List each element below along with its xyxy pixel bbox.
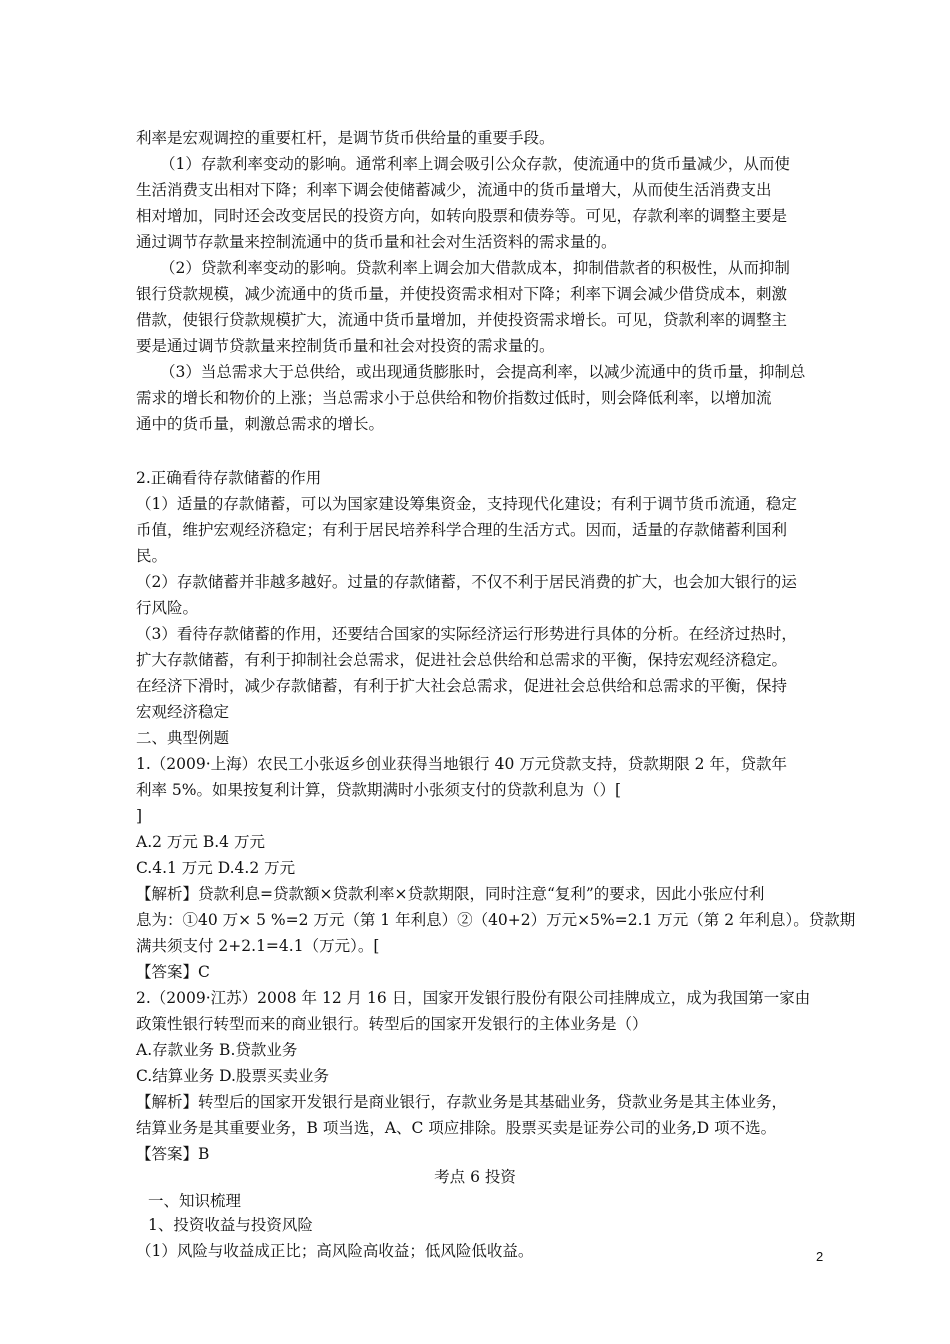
text-line: 币值，维护宏观经济稳定；有利于居民培养科学合理的生活方式。因而，适量的存款储蓄利国利 xyxy=(136,521,788,539)
question-text: 政策性银行转型而来的商业银行。转型后的国家开发银行的主体业务是（） xyxy=(136,1015,648,1033)
question-text: 1.（2009·上海）农民工小张返乡创业获得当地银行 40 万元贷款支持，贷款期限 2 年，贷款年 xyxy=(136,755,787,773)
text-line: 利率是宏观调控的重要杠杆，是调节货币供给量的重要手段。 xyxy=(136,129,555,147)
question-text: 利率 5%。如果按复利计算，贷款期满时小张须支付的贷款利息为（）[ xyxy=(136,781,622,799)
text-line: 生活消费支出相对下降；利率下调会使储蓄减少，流通中的货币量增大，从而使生活消费支出 xyxy=(136,181,772,199)
section-heading: 二、典型例题 xyxy=(136,729,230,747)
text-line: （1）存款利率变动的影响。通常利率上调会吸引公众存款，使流通中的货币量减少，从而使 xyxy=(160,155,790,173)
answer-text: 【答案】B xyxy=(136,1145,210,1163)
text-line: 借款，使银行贷款规模扩大，流通中货币量增加，并使投资需求增长。可见，贷款利率的调整主 xyxy=(136,311,788,329)
text-line: 要是通过调节贷款量来控制货币量和社会对投资的需求量的。 xyxy=(136,337,555,355)
analysis-text: 【解析】转型后的国家开发银行是商业银行，存款业务是其基础业务，贷款业务是其主体业务， xyxy=(136,1093,788,1111)
answer-options: A.存款业务 B.贷款业务 xyxy=(136,1041,298,1059)
text-line: （3）看待存款储蓄的作用，还要结合国家的实际经济运行形势进行具体的分析。在经济过热时， xyxy=(136,625,797,643)
text-line: 民。 xyxy=(136,547,168,565)
analysis-text: 息为：①40 万× 5 %=2 万元（第 1 年利息）②（40+2）万元×5%=2.1 万元（第 2 年利息）。贷款期 xyxy=(136,911,856,929)
text-line: （3）当总需求大于总供给，或出现通货膨胀时，会提高利率，以减少流通中的货币量，抑制总 xyxy=(160,363,806,381)
text-line: 通中的货币量，刺激总需求的增长。 xyxy=(136,415,385,433)
analysis-text: 结算业务是其重要业务，B 项当选，A、C 项应排除。股票买卖是证券公司的业务,D 项不选。 xyxy=(136,1119,777,1137)
answer-options: A.2 万元 B.4 万元 xyxy=(136,833,265,851)
answer-options: C.结算业务 D.股票买卖业务 xyxy=(136,1067,329,1085)
text-line: 在经济下滑时，减少存款储蓄，有利于扩大社会总需求，促进社会总供给和总需求的平衡，保持 xyxy=(136,677,788,695)
analysis-text: 【解析】贷款利息=贷款额×贷款利率×贷款期限，同时注意“复利”的要求，因此小张应付利 xyxy=(136,885,765,903)
text-line: （2）存款储蓄并非越多越好。过量的存款储蓄，不仅不利于居民消费的扩大，也会加大银行的运 xyxy=(136,573,797,591)
text-line: 银行贷款规模，减少流通中的货币量，并使投资需求相对下降；利率下调会减少借贷成本，刺激 xyxy=(136,285,788,303)
text-line: 需求的增长和物价的上涨；当总需求小于总供给和物价指数过低时，则会降低利率，以增加流 xyxy=(136,389,772,407)
question-text: 2.（2009·江苏）2008 年 12 月 16 日，国家开发银行股份有限公司挂牌成立，成为我国第一家由 xyxy=(136,989,811,1007)
text-line: 扩大存款储蓄，有利于抑制社会总需求，促进社会总供给和总需求的平衡，保持宏观经济稳定。 xyxy=(136,651,788,669)
page-number: 2 xyxy=(816,1249,824,1264)
subsection-heading: 1、投资收益与投资风险 xyxy=(148,1216,313,1234)
text-line: 宏观经济稳定 xyxy=(136,703,230,721)
analysis-text: 满共须支付 2+2.1=4.1（万元）。[ xyxy=(136,937,380,955)
section-heading: 一、知识梳理 xyxy=(148,1192,242,1210)
question-text: ] xyxy=(136,807,143,825)
text-line: （1）风险与收益成正比；高风险高收益；低风险低收益。 xyxy=(136,1242,534,1260)
answer-text: 【答案】C xyxy=(136,963,210,981)
text-line: 通过调节存款量来控制流通中的货币量和社会对生活资料的需求量的。 xyxy=(136,233,617,251)
text-line: （2）贷款利率变动的影响。贷款利率上调会加大借款成本，抑制借款者的积极性，从而抑制 xyxy=(160,259,790,277)
text-line: （1）适量的存款储蓄，可以为国家建设筹集资金，支持现代化建设；有利于调节货币流通，稳定 xyxy=(136,495,797,513)
section-title: 考点 6 投资 xyxy=(434,1168,516,1186)
text-line: 行风险。 xyxy=(136,599,199,617)
section-heading: 2.正确看待存款储蓄的作用 xyxy=(136,469,322,487)
answer-options: C.4.1 万元 D.4.2 万元 xyxy=(136,859,296,877)
text-line: 相对增加，同时还会改变居民的投资方向，如转向股票和债券等。可见，存款利率的调整主要是 xyxy=(136,207,788,225)
